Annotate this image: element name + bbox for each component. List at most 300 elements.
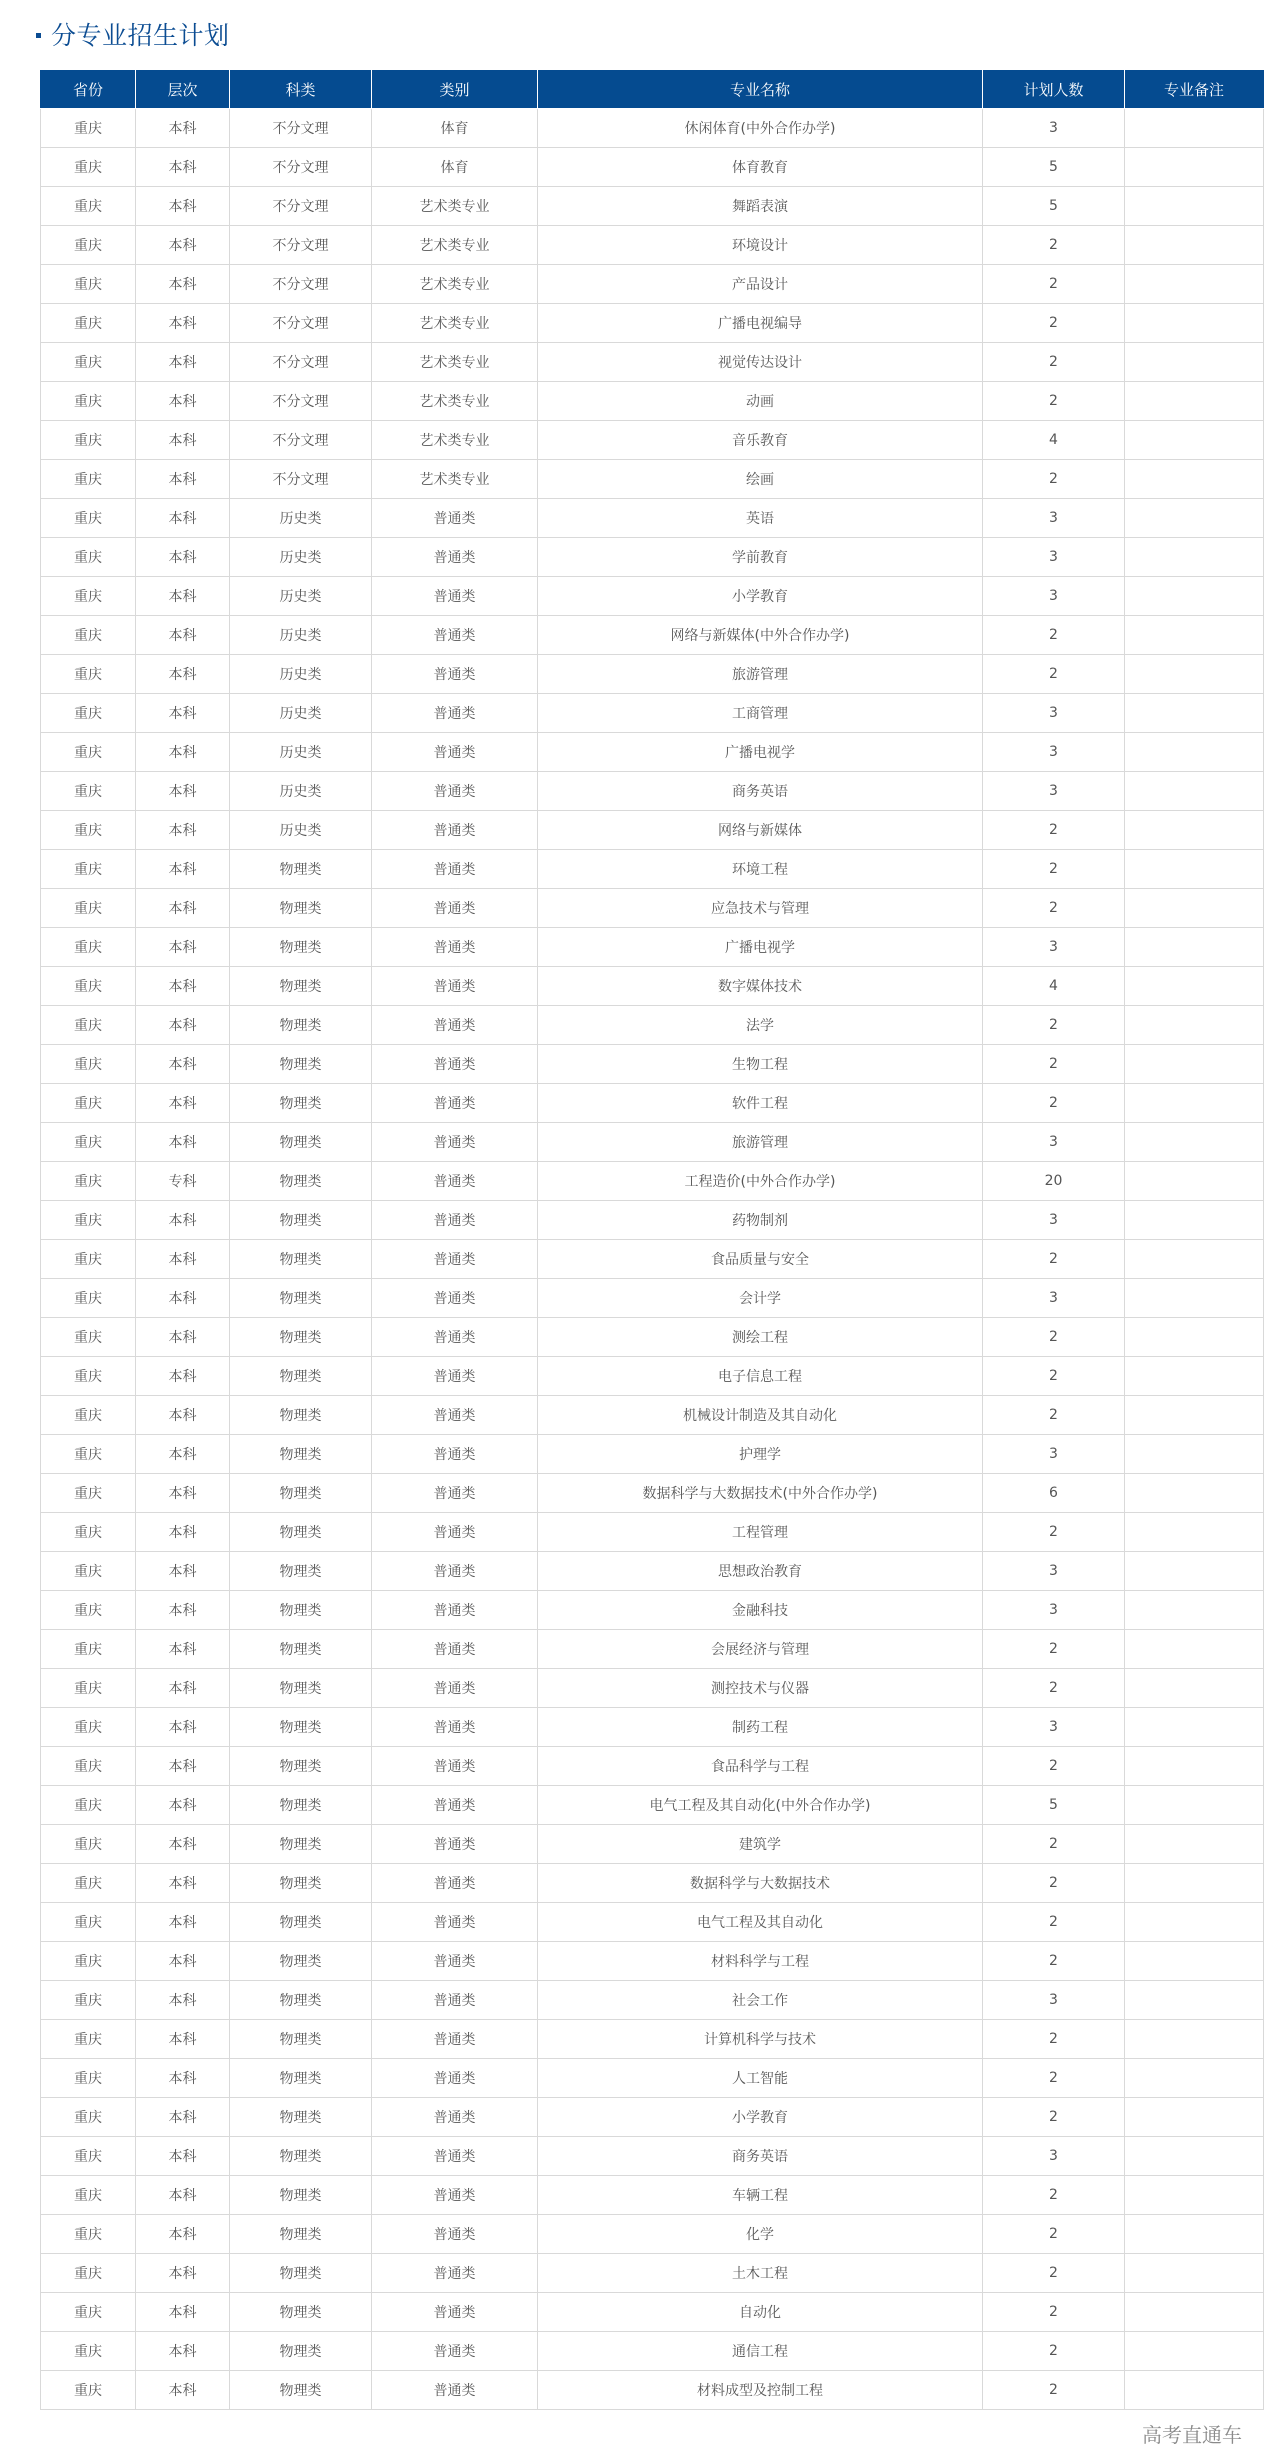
cell-major-name: 英语 (538, 499, 983, 538)
cell-plan-count: 3 (983, 109, 1125, 148)
cell-major-note (1125, 1708, 1264, 1747)
cell-major-name: 体育教育 (538, 148, 983, 187)
cell-major-name: 食品质量与安全 (538, 1240, 983, 1279)
cell-subject-type: 物理类 (230, 1123, 372, 1162)
cell-level: 本科 (136, 1981, 230, 2020)
cell-province: 重庆 (41, 2098, 136, 2137)
table-row (41, 694, 1264, 733)
cell-province: 重庆 (41, 1279, 136, 1318)
cell-major-name: 人工智能 (538, 2059, 983, 2098)
cell-category: 普通类 (372, 538, 538, 577)
cell-subject-type: 物理类 (230, 850, 372, 889)
cell-subject-type: 物理类 (230, 928, 372, 967)
cell-major-note (1125, 1435, 1264, 1474)
cell-level: 本科 (136, 1942, 230, 1981)
cell-province: 重庆 (41, 2176, 136, 2215)
cell-major-name: 化学 (538, 2215, 983, 2254)
cell-category: 普通类 (372, 772, 538, 811)
cell-province: 重庆 (41, 733, 136, 772)
cell-subject-type: 物理类 (230, 2176, 372, 2215)
cell-category: 普通类 (372, 577, 538, 616)
cell-province: 重庆 (41, 772, 136, 811)
cell-category: 普通类 (372, 1669, 538, 1708)
table-row (41, 1201, 1264, 1240)
cell-level: 本科 (136, 733, 230, 772)
cell-major-note (1125, 928, 1264, 967)
table-row (41, 1903, 1264, 1942)
table-row (41, 1825, 1264, 1864)
cell-category: 普通类 (372, 1864, 538, 1903)
cell-subject-type: 不分文理 (230, 343, 372, 382)
cell-province: 重庆 (41, 1825, 136, 1864)
cell-subject-type: 物理类 (230, 1786, 372, 1825)
cell-category: 普通类 (372, 1435, 538, 1474)
cell-subject-type: 不分文理 (230, 421, 372, 460)
cell-plan-count: 3 (983, 2137, 1125, 2176)
cell-major-name: 视觉传达设计 (538, 343, 983, 382)
cell-plan-count: 3 (983, 694, 1125, 733)
cell-plan-count: 2 (983, 811, 1125, 850)
cell-subject-type: 物理类 (230, 1903, 372, 1942)
cell-level: 本科 (136, 1552, 230, 1591)
cell-major-name: 测绘工程 (538, 1318, 983, 1357)
cell-major-name: 广播电视学 (538, 928, 983, 967)
cell-province: 重庆 (41, 1981, 136, 2020)
cell-level: 本科 (136, 1435, 230, 1474)
cell-major-name: 社会工作 (538, 1981, 983, 2020)
cell-level: 本科 (136, 1084, 230, 1123)
cell-plan-count: 5 (983, 187, 1125, 226)
cell-plan-count: 2 (983, 265, 1125, 304)
cell-plan-count: 2 (983, 1825, 1125, 1864)
cell-province: 重庆 (41, 967, 136, 1006)
cell-province: 重庆 (41, 1474, 136, 1513)
cell-province: 重庆 (41, 2137, 136, 2176)
cell-province: 重庆 (41, 2254, 136, 2293)
cell-plan-count: 6 (983, 1474, 1125, 1513)
cell-subject-type: 物理类 (230, 1396, 372, 1435)
cell-major-note (1125, 811, 1264, 850)
cell-category: 艺术类专业 (372, 382, 538, 421)
table-row (41, 2371, 1264, 2410)
table-row (41, 421, 1264, 460)
cell-subject-type: 物理类 (230, 2020, 372, 2059)
cell-major-note (1125, 109, 1264, 148)
cell-major-name: 制药工程 (538, 1708, 983, 1747)
cell-category: 普通类 (372, 1552, 538, 1591)
cell-province: 重庆 (41, 1630, 136, 1669)
cell-category: 普通类 (372, 1396, 538, 1435)
cell-plan-count: 2 (983, 1396, 1125, 1435)
table-row (41, 772, 1264, 811)
cell-category: 普通类 (372, 2059, 538, 2098)
cell-major-name: 法学 (538, 1006, 983, 1045)
cell-subject-type: 物理类 (230, 2098, 372, 2137)
cell-major-name: 网络与新媒体(中外合作办学) (538, 616, 983, 655)
cell-province: 重庆 (41, 889, 136, 928)
cell-province: 重庆 (41, 694, 136, 733)
cell-province: 重庆 (41, 1864, 136, 1903)
cell-major-name: 网络与新媒体 (538, 811, 983, 850)
cell-major-note (1125, 1903, 1264, 1942)
cell-province: 重庆 (41, 1903, 136, 1942)
cell-subject-type: 物理类 (230, 1045, 372, 1084)
cell-plan-count: 2 (983, 1630, 1125, 1669)
cell-category: 普通类 (372, 616, 538, 655)
cell-major-note (1125, 694, 1264, 733)
cell-plan-count: 3 (983, 772, 1125, 811)
cell-major-name: 建筑学 (538, 1825, 983, 1864)
cell-major-name: 软件工程 (538, 1084, 983, 1123)
cell-level: 本科 (136, 1279, 230, 1318)
cell-subject-type: 物理类 (230, 1279, 372, 1318)
cell-major-note (1125, 2098, 1264, 2137)
cell-major-note (1125, 1357, 1264, 1396)
cell-subject-type: 物理类 (230, 1435, 372, 1474)
cell-plan-count: 2 (983, 2332, 1125, 2371)
cell-province: 重庆 (41, 1942, 136, 1981)
cell-major-name: 会展经济与管理 (538, 1630, 983, 1669)
table-row (41, 382, 1264, 421)
cell-category: 普通类 (372, 1123, 538, 1162)
cell-province: 重庆 (41, 2215, 136, 2254)
cell-level: 本科 (136, 265, 230, 304)
cell-subject-type: 物理类 (230, 2332, 372, 2371)
cell-subject-type: 物理类 (230, 1669, 372, 1708)
cell-level: 本科 (136, 577, 230, 616)
table-row (41, 1240, 1264, 1279)
cell-plan-count: 3 (983, 928, 1125, 967)
cell-level: 本科 (136, 1591, 230, 1630)
cell-level: 本科 (136, 148, 230, 187)
cell-category: 艺术类专业 (372, 343, 538, 382)
cell-major-name: 自动化 (538, 2293, 983, 2332)
cell-plan-count: 4 (983, 421, 1125, 460)
cell-major-note (1125, 1201, 1264, 1240)
cell-major-name: 产品设计 (538, 265, 983, 304)
table-row (41, 2059, 1264, 2098)
cell-category: 普通类 (372, 1942, 538, 1981)
cell-subject-type: 不分文理 (230, 460, 372, 499)
cell-major-name: 商务英语 (538, 2137, 983, 2176)
cell-subject-type: 物理类 (230, 1552, 372, 1591)
cell-category: 普通类 (372, 1162, 538, 1201)
cell-major-note (1125, 2332, 1264, 2371)
cell-major-name: 电子信息工程 (538, 1357, 983, 1396)
cell-major-note (1125, 1084, 1264, 1123)
cell-level: 本科 (136, 499, 230, 538)
cell-major-note (1125, 1513, 1264, 1552)
cell-major-name: 材料科学与工程 (538, 1942, 983, 1981)
cell-province: 重庆 (41, 421, 136, 460)
cell-province: 重庆 (41, 265, 136, 304)
header-major-name: 专业名称 (538, 70, 983, 109)
header-level: 层次 (136, 70, 230, 109)
cell-major-note (1125, 382, 1264, 421)
cell-category: 艺术类专业 (372, 226, 538, 265)
table-row (41, 1786, 1264, 1825)
cell-province: 重庆 (41, 2371, 136, 2410)
table-row (41, 109, 1264, 148)
cell-major-note (1125, 148, 1264, 187)
cell-plan-count: 3 (983, 1591, 1125, 1630)
cell-major-name: 工商管理 (538, 694, 983, 733)
cell-plan-count: 3 (983, 1981, 1125, 2020)
table-row (41, 2176, 1264, 2215)
cell-plan-count: 5 (983, 148, 1125, 187)
table-row (41, 1318, 1264, 1357)
cell-subject-type: 物理类 (230, 1357, 372, 1396)
header-province: 省份 (41, 70, 136, 109)
table-row (41, 1669, 1264, 1708)
cell-level: 本科 (136, 109, 230, 148)
cell-subject-type: 物理类 (230, 1825, 372, 1864)
cell-major-name: 商务英语 (538, 772, 983, 811)
cell-subject-type: 物理类 (230, 1240, 372, 1279)
cell-level: 本科 (136, 1864, 230, 1903)
cell-category: 普通类 (372, 1513, 538, 1552)
cell-major-note (1125, 1123, 1264, 1162)
cell-plan-count: 2 (983, 1747, 1125, 1786)
cell-level: 本科 (136, 2332, 230, 2371)
cell-level: 本科 (136, 2137, 230, 2176)
cell-plan-count: 2 (983, 1903, 1125, 1942)
cell-province: 重庆 (41, 1006, 136, 1045)
cell-subject-type: 历史类 (230, 577, 372, 616)
cell-major-note (1125, 304, 1264, 343)
cell-plan-count: 2 (983, 1240, 1125, 1279)
cell-major-note (1125, 1552, 1264, 1591)
cell-category: 普通类 (372, 2254, 538, 2293)
cell-level: 本科 (136, 2098, 230, 2137)
cell-major-note (1125, 1591, 1264, 1630)
cell-plan-count: 2 (983, 2254, 1125, 2293)
cell-subject-type: 物理类 (230, 1981, 372, 2020)
cell-level: 本科 (136, 1201, 230, 1240)
cell-subject-type: 历史类 (230, 811, 372, 850)
cell-major-note (1125, 1630, 1264, 1669)
cell-category: 普通类 (372, 1240, 538, 1279)
cell-level: 本科 (136, 1708, 230, 1747)
cell-major-note (1125, 538, 1264, 577)
cell-major-note (1125, 1396, 1264, 1435)
cell-province: 重庆 (41, 577, 136, 616)
cell-plan-count: 3 (983, 1435, 1125, 1474)
table-row (41, 928, 1264, 967)
cell-province: 重庆 (41, 460, 136, 499)
cell-province: 重庆 (41, 304, 136, 343)
cell-province: 重庆 (41, 343, 136, 382)
cell-major-note (1125, 1474, 1264, 1513)
cell-level: 本科 (136, 1240, 230, 1279)
cell-major-note (1125, 1279, 1264, 1318)
cell-major-name: 土木工程 (538, 2254, 983, 2293)
table-row (41, 1006, 1264, 1045)
cell-major-name: 电气工程及其自动化 (538, 1903, 983, 1942)
cell-level: 本科 (136, 772, 230, 811)
cell-subject-type: 不分文理 (230, 304, 372, 343)
cell-province: 重庆 (41, 109, 136, 148)
cell-major-name: 广播电视编导 (538, 304, 983, 343)
cell-category: 普通类 (372, 2098, 538, 2137)
cell-category: 普通类 (372, 811, 538, 850)
table-row (41, 577, 1264, 616)
table-row (41, 616, 1264, 655)
cell-province: 重庆 (41, 1045, 136, 1084)
cell-category: 普通类 (372, 2215, 538, 2254)
table-row (41, 1552, 1264, 1591)
cell-subject-type: 不分文理 (230, 109, 372, 148)
cell-major-note (1125, 2371, 1264, 2410)
cell-major-name: 护理学 (538, 1435, 983, 1474)
cell-level: 本科 (136, 694, 230, 733)
page-title: 分专业招生计划 (51, 21, 230, 50)
cell-province: 重庆 (41, 538, 136, 577)
cell-major-note (1125, 733, 1264, 772)
cell-level: 本科 (136, 382, 230, 421)
cell-plan-count: 2 (983, 1513, 1125, 1552)
table-row (41, 1591, 1264, 1630)
cell-major-name: 药物制剂 (538, 1201, 983, 1240)
cell-level: 本科 (136, 2371, 230, 2410)
cell-plan-count: 2 (983, 2371, 1125, 2410)
cell-province: 重庆 (41, 226, 136, 265)
cell-level: 本科 (136, 2020, 230, 2059)
table-row (41, 1357, 1264, 1396)
table-row (41, 1045, 1264, 1084)
cell-level: 本科 (136, 1903, 230, 1942)
cell-major-name: 测控技术与仪器 (538, 1669, 983, 1708)
cell-level: 本科 (136, 616, 230, 655)
cell-plan-count: 4 (983, 967, 1125, 1006)
cell-category: 普通类 (372, 1786, 538, 1825)
cell-category: 普通类 (372, 1708, 538, 1747)
cell-plan-count: 3 (983, 577, 1125, 616)
cell-province: 重庆 (41, 187, 136, 226)
cell-plan-count: 2 (983, 2293, 1125, 2332)
cell-major-note (1125, 2059, 1264, 2098)
cell-plan-count: 2 (983, 304, 1125, 343)
cell-category: 普通类 (372, 1630, 538, 1669)
cell-category: 普通类 (372, 1279, 538, 1318)
cell-major-note (1125, 187, 1264, 226)
cell-plan-count: 2 (983, 343, 1125, 382)
cell-category: 普通类 (372, 2293, 538, 2332)
cell-category: 普通类 (372, 850, 538, 889)
cell-category: 普通类 (372, 2137, 538, 2176)
cell-category: 普通类 (372, 2020, 538, 2059)
cell-level: 本科 (136, 1786, 230, 1825)
cell-plan-count: 5 (983, 1786, 1125, 1825)
cell-plan-count: 2 (983, 1318, 1125, 1357)
cell-subject-type: 历史类 (230, 538, 372, 577)
cell-plan-count: 2 (983, 616, 1125, 655)
cell-plan-count: 3 (983, 1123, 1125, 1162)
table-row (41, 655, 1264, 694)
cell-plan-count: 20 (983, 1162, 1125, 1201)
cell-province: 重庆 (41, 148, 136, 187)
cell-major-name: 材料成型及控制工程 (538, 2371, 983, 2410)
cell-major-name: 小学教育 (538, 577, 983, 616)
cell-major-name: 机械设计制造及其自动化 (538, 1396, 983, 1435)
cell-category: 艺术类专业 (372, 460, 538, 499)
cell-subject-type: 物理类 (230, 967, 372, 1006)
table-row (41, 1942, 1264, 1981)
table-row (41, 1162, 1264, 1201)
cell-plan-count: 3 (983, 499, 1125, 538)
cell-category: 普通类 (372, 1747, 538, 1786)
cell-major-note (1125, 1747, 1264, 1786)
header-category: 类别 (372, 70, 538, 109)
cell-level: 本科 (136, 655, 230, 694)
cell-major-note (1125, 616, 1264, 655)
cell-plan-count: 3 (983, 1552, 1125, 1591)
cell-major-note (1125, 850, 1264, 889)
cell-level: 本科 (136, 1396, 230, 1435)
table-body (41, 109, 1264, 2410)
cell-province: 重庆 (41, 1591, 136, 1630)
cell-subject-type: 物理类 (230, 1942, 372, 1981)
cell-province: 重庆 (41, 811, 136, 850)
cell-major-name: 食品科学与工程 (538, 1747, 983, 1786)
cell-major-name: 音乐教育 (538, 421, 983, 460)
cell-category: 普通类 (372, 1591, 538, 1630)
table-row (41, 2332, 1264, 2371)
cell-subject-type: 不分文理 (230, 148, 372, 187)
cell-major-note (1125, 1240, 1264, 1279)
title-bullet-icon (36, 33, 41, 38)
cell-plan-count: 2 (983, 2098, 1125, 2137)
cell-category: 体育 (372, 148, 538, 187)
table-row (41, 304, 1264, 343)
cell-province: 重庆 (41, 1513, 136, 1552)
enrollment-plan-table (40, 70, 1264, 2410)
cell-major-note (1125, 967, 1264, 1006)
cell-province: 重庆 (41, 1708, 136, 1747)
cell-province: 重庆 (41, 1396, 136, 1435)
cell-level: 本科 (136, 1669, 230, 1708)
cell-province: 重庆 (41, 1357, 136, 1396)
cell-category: 艺术类专业 (372, 265, 538, 304)
cell-level: 本科 (136, 304, 230, 343)
cell-category: 普通类 (372, 967, 538, 1006)
cell-plan-count: 2 (983, 2020, 1125, 2059)
table-row (41, 850, 1264, 889)
cell-subject-type: 物理类 (230, 889, 372, 928)
cell-category: 普通类 (372, 889, 538, 928)
table-row (41, 811, 1264, 850)
cell-subject-type: 历史类 (230, 616, 372, 655)
cell-plan-count: 3 (983, 1201, 1125, 1240)
cell-subject-type: 物理类 (230, 1084, 372, 1123)
cell-subject-type: 物理类 (230, 2371, 372, 2410)
cell-major-name: 环境设计 (538, 226, 983, 265)
cell-plan-count: 2 (983, 1084, 1125, 1123)
cell-major-name: 广播电视学 (538, 733, 983, 772)
cell-category: 普通类 (372, 2371, 538, 2410)
cell-major-note (1125, 343, 1264, 382)
table-row (41, 343, 1264, 382)
cell-major-name: 环境工程 (538, 850, 983, 889)
cell-plan-count: 2 (983, 382, 1125, 421)
cell-major-name: 金融科技 (538, 1591, 983, 1630)
cell-major-note (1125, 2176, 1264, 2215)
cell-category: 普通类 (372, 1318, 538, 1357)
cell-major-name: 旅游管理 (538, 1123, 983, 1162)
cell-province: 重庆 (41, 1747, 136, 1786)
cell-level: 本科 (136, 1747, 230, 1786)
cell-subject-type: 物理类 (230, 2293, 372, 2332)
